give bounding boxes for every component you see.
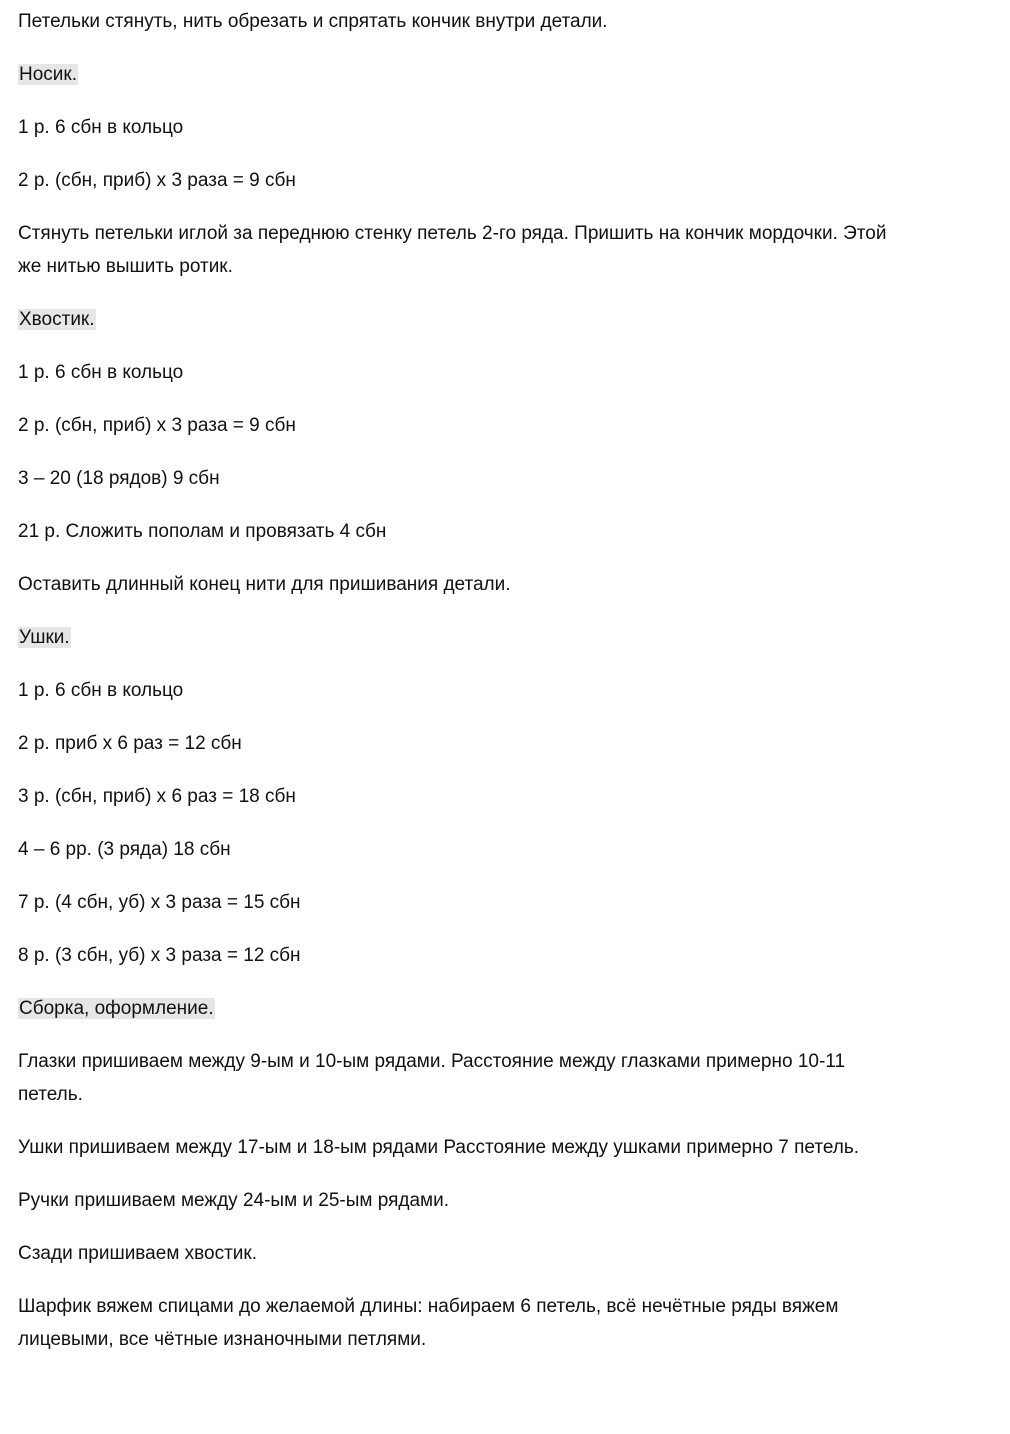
ears-heading-line [18,622,71,654]
nose-note-line-2: же нитью вышить ротик. [18,256,233,277]
tail-row-1: 1 р. 6 сбн в кольцо [18,362,184,383]
ears-row-3: 3 р. (сбн, приб) х 6 раз = 18 сбн [18,786,296,807]
nose-heading: Носик. [19,64,77,85]
eyes-line-1: Глазки пришиваем между 9-ым и 10-ым рядами. Расстояние между глазками примерно 10-11 [18,1051,846,1072]
ears-row-2: 2 р. приб х 6 раз = 12 сбн [18,733,242,754]
tail-placement: Сзади пришиваем хвостик. [18,1243,258,1264]
ears-heading: Ушки. [19,627,70,648]
ears-row-4: 4 – 6 рр. (3 ряда) 18 сбн [18,839,231,860]
tail-row-2: 2 р. (сбн, приб) х 3 раза = 9 сбн [18,415,296,436]
nose-row-1: 1 р. 6 сбн в кольцо [18,117,184,138]
tail-row-21: 21 р. Сложить пополам и провязать 4 сбн [18,521,387,542]
intro-text: Петельки стянуть, нить обрезать и спрятать кончик внутри детали. [18,11,608,32]
assembly-heading: Сборка, оформление. [19,998,214,1019]
ears-row-7: 7 р. (4 сбн, уб) х 3 раза = 15 сбн [18,892,301,913]
tail-row-3: 3 – 20 (18 рядов) 9 сбн [18,468,220,489]
nose-heading-line [18,59,78,91]
tail-heading: Хвостик. [19,309,95,330]
tail-heading-line [18,304,96,336]
scarf-line-2: лицевыми, все чётные изнаночными петлями. [18,1329,427,1350]
ears-row-1: 1 р. 6 сбн в кольцо [18,680,184,701]
nose-row-2: 2 р. (сбн, приб) х 3 раза = 9 сбн [18,170,296,191]
eyes-line-2: петель. [18,1084,83,1105]
arms-placement: Ручки пришиваем между 24-ым и 25-ым рядами. [18,1190,450,1211]
nose-note-line-1: Стянуть петельки иглой за переднюю стенку петель 2-го ряда. Пришить на кончик мордочки. Этой [18,223,887,244]
tail-note: Оставить длинный конец нити для пришивания детали. [18,574,511,595]
scarf-line-1: Шарфик вяжем спицами до желаемой длины: набираем 6 петель, всё нечётные ряды вяжем [18,1296,839,1317]
assembly-heading-line [18,993,215,1025]
ears-placement: Ушки пришиваем между 17-ым и 18-ым рядами Расстояние между ушками примерно 7 петель. [18,1137,860,1158]
ears-row-8: 8 р. (3 сбн, уб) х 3 раза = 12 сбн [18,945,301,966]
